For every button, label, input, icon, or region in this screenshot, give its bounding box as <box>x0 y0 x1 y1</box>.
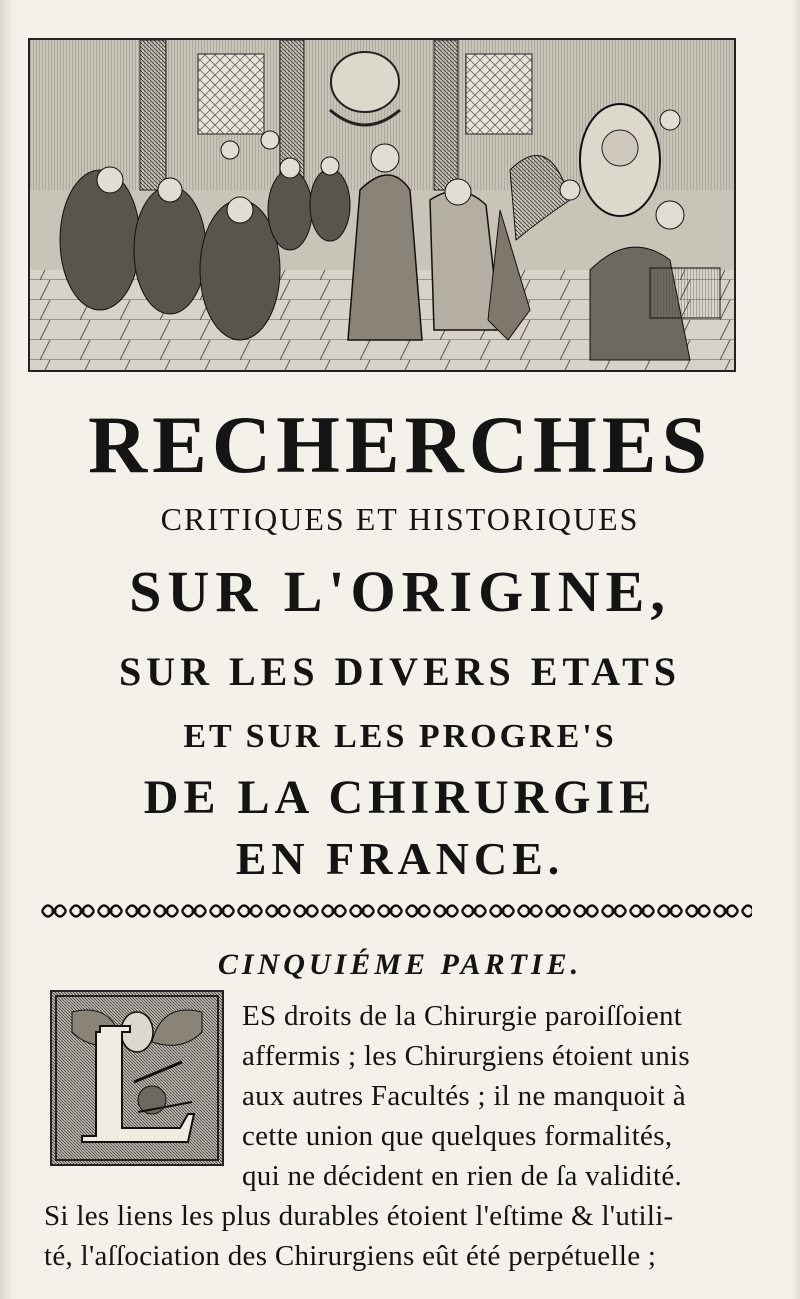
body-line-5: qui ne décident en rien de ſa validité. <box>242 1160 683 1192</box>
body-line-1: ES droits de la Chirurgie paroiſſoient <box>242 1000 683 1032</box>
section-heading: CINQUIÉME PARTIE. <box>217 948 583 981</box>
body-line-2: affermis ; les Chirurgiens étoient unis <box>242 1040 690 1072</box>
title-line-5: ET SUR LES PROGRE'S <box>183 718 617 755</box>
title-line-4: SUR LES DIVERS ETATS <box>118 649 681 694</box>
title-line-3: SUR L'ORIGINE, <box>129 559 671 624</box>
title-line-7: EN FRANCE. <box>235 833 565 884</box>
title-line-2: CRITIQUES ET HISTORIQUES <box>160 501 640 537</box>
body-line-6: Si les liens les plus durables étoient l'eſtime & l'utili- <box>44 1200 674 1232</box>
decorated-initial-L-icon <box>50 990 224 1166</box>
body-line-7: té, l'aſſociation des Chirurgiens eût été perpétuelle ; <box>44 1240 657 1272</box>
typographic-ornament-band-icon <box>40 898 752 924</box>
engraving-headpiece-icon <box>28 38 736 372</box>
body-line-3: aux autres Facultés ; il ne manquoit à <box>242 1080 686 1112</box>
body-line-4: cette union que quelques formalités, <box>242 1120 673 1152</box>
title-line-6: DE LA CHIRURGIE <box>143 771 657 824</box>
title-line-1: RECHERCHES <box>87 399 713 490</box>
